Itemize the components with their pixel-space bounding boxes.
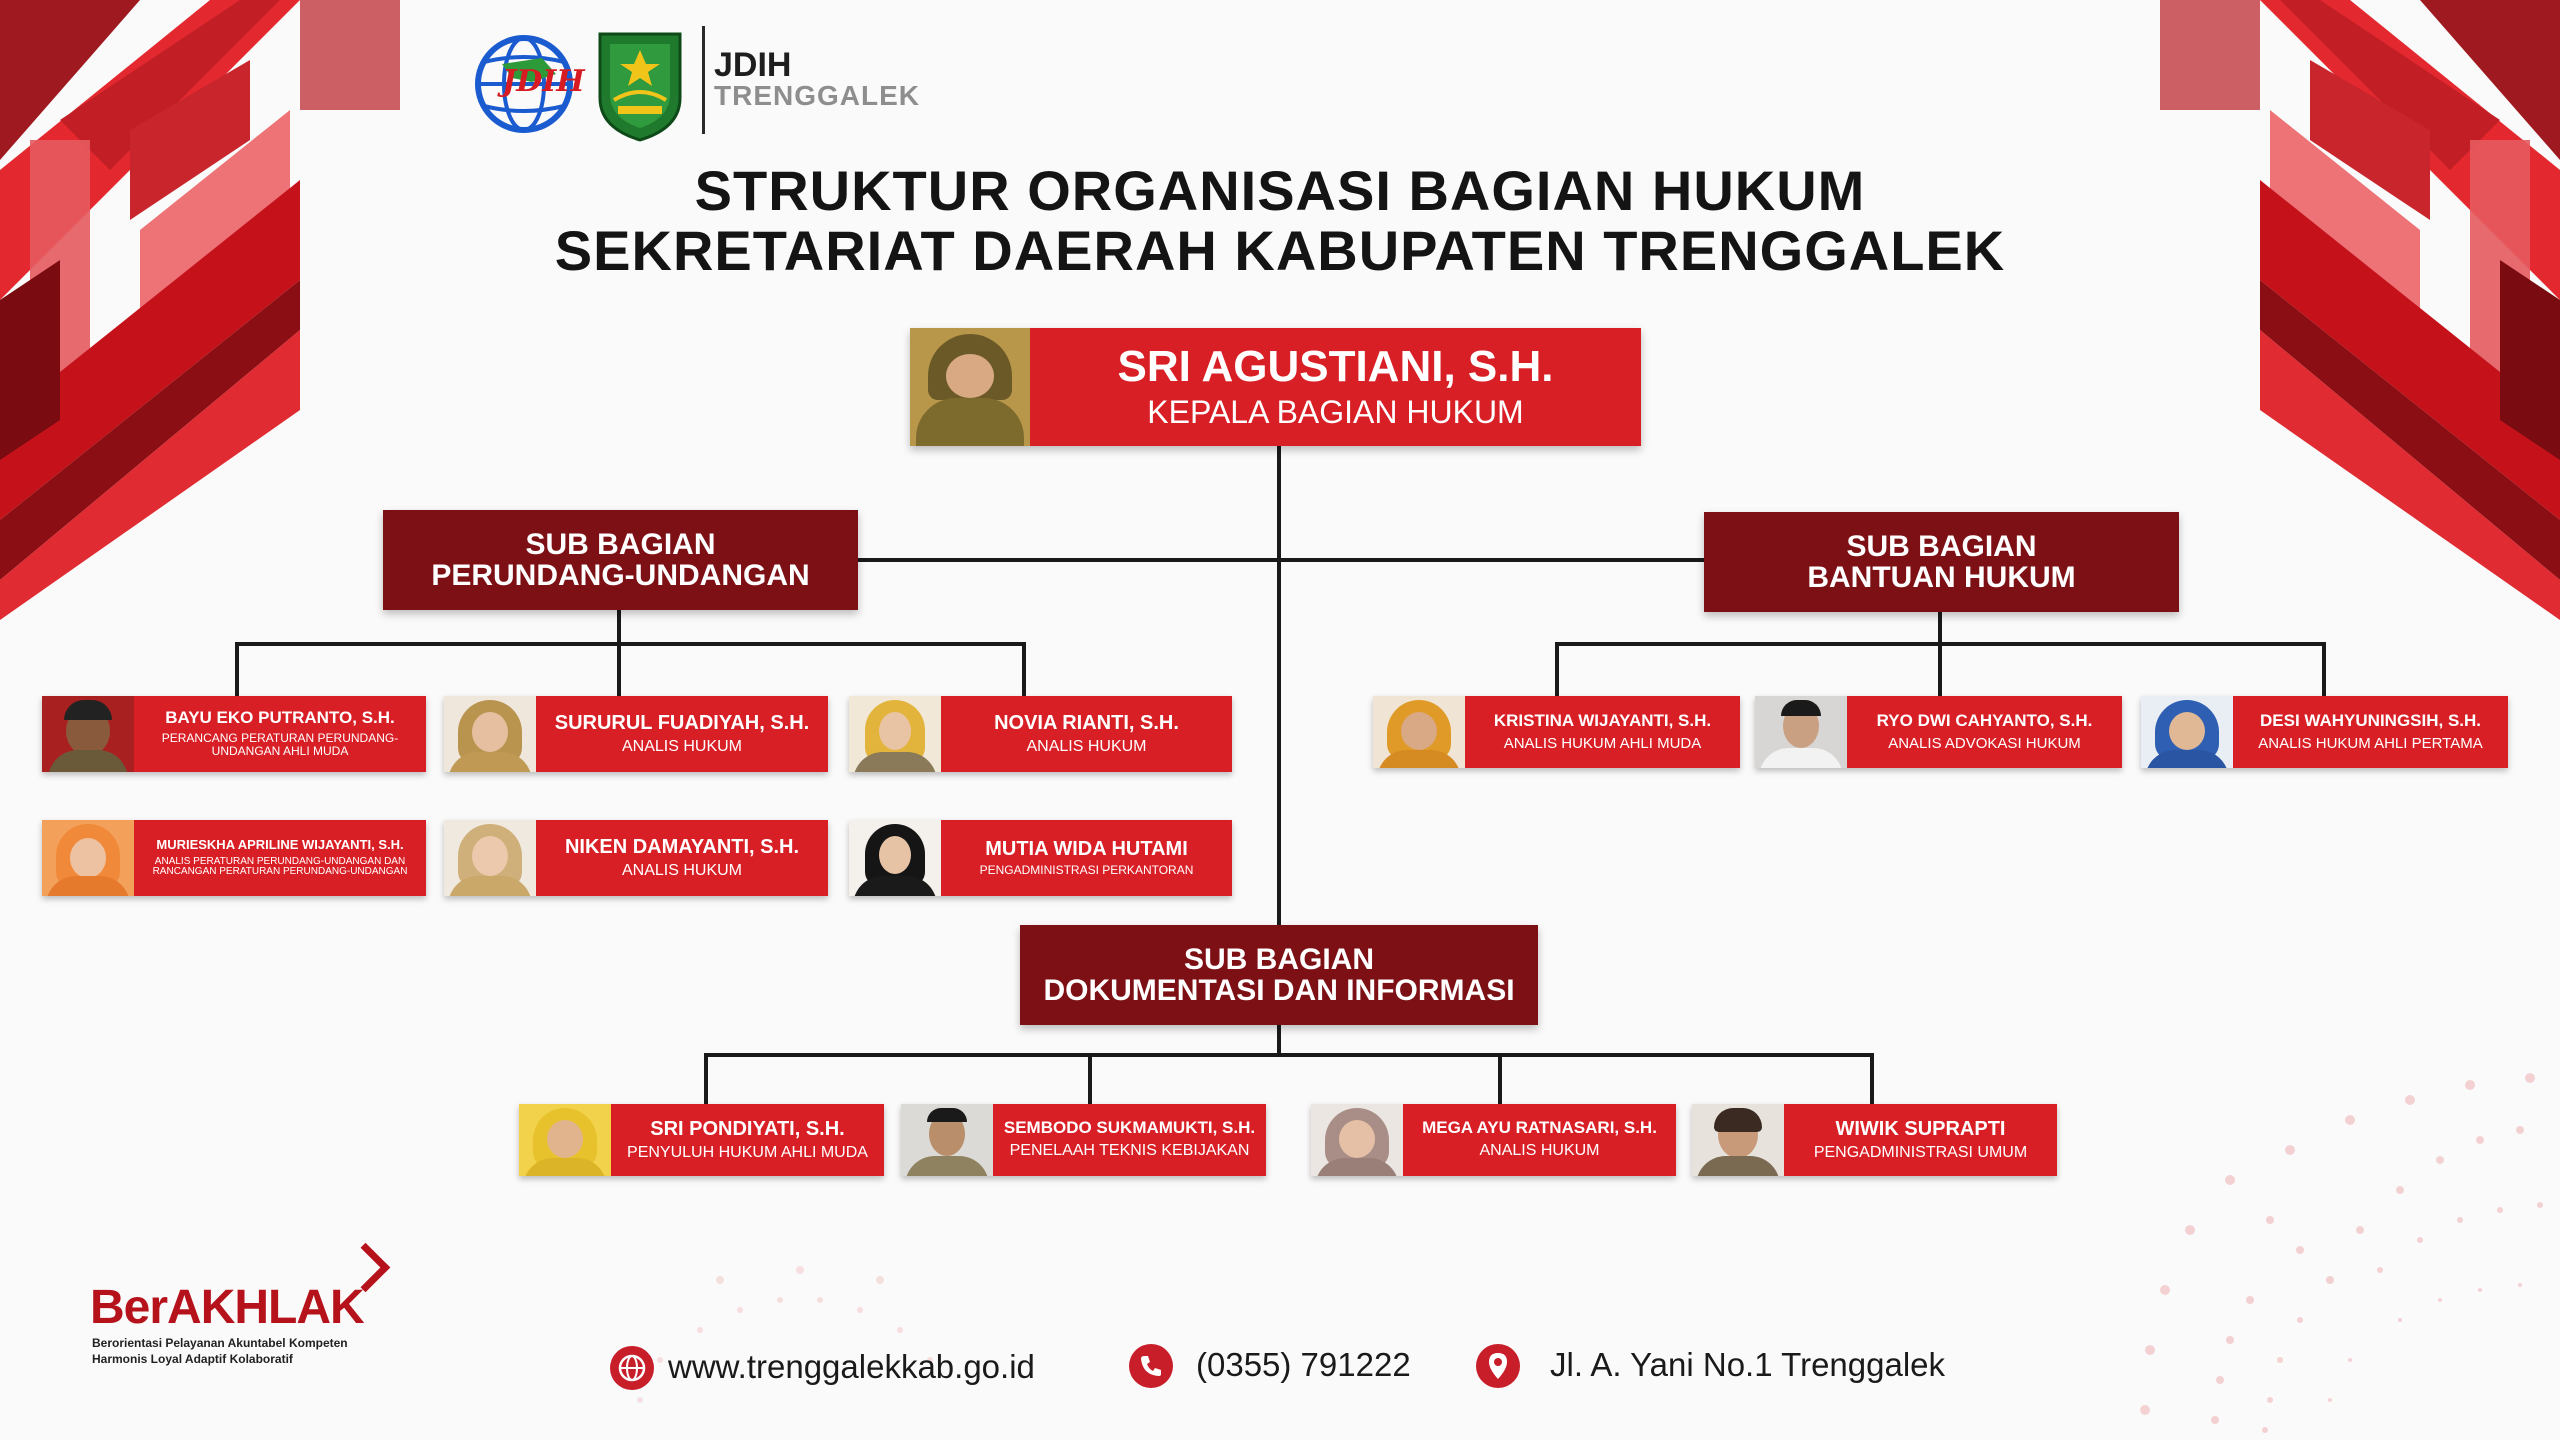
connector-dokumentasi-1 bbox=[704, 1053, 708, 1105]
globe-icon bbox=[610, 1346, 654, 1390]
page-title-line2: SEKRETARIAT DAERAH KABUPATEN TRENGGALEK bbox=[554, 219, 2006, 282]
staff-card bbox=[42, 820, 426, 896]
connector-perundang-down bbox=[617, 610, 621, 644]
staff-card bbox=[1311, 1104, 1676, 1176]
staff-name: SURURUL FUADIYAH, S.H. bbox=[554, 711, 810, 734]
berakhlak-wordmark: BerAKHLAK bbox=[90, 1281, 364, 1334]
staff-job: ANALIS HUKUM AHLI PERTAMA bbox=[2258, 734, 2483, 752]
jdihn-logo bbox=[472, 34, 585, 134]
connector-perundang-horizontal bbox=[235, 642, 1026, 646]
connector-dokumentasi-4 bbox=[1870, 1053, 1874, 1105]
staff-card bbox=[1373, 696, 1740, 768]
sub-bantuan-line2: BANTUAN HUKUM bbox=[1807, 561, 2076, 594]
connector-dokumentasi-horizontal bbox=[704, 1053, 1874, 1057]
head-name: SRI AGUSTIANI, S.H. bbox=[1117, 342, 1554, 392]
staff-job: PERANCANG PERATURAN PERUNDANG-UNDANGAN AHLI MUDA bbox=[161, 730, 399, 759]
staff-photo bbox=[849, 820, 941, 896]
connector-dokumentasi-2 bbox=[1088, 1053, 1092, 1105]
connector-main-horizontal bbox=[857, 558, 1705, 562]
staff-job: ANALIS HUKUM AHLI MUDA bbox=[1503, 734, 1702, 752]
connector-perundang-left bbox=[235, 642, 239, 698]
staff-card bbox=[1692, 1104, 2057, 1176]
phone-number: (0355) 791222 bbox=[1196, 1346, 1411, 1383]
head-photo bbox=[910, 328, 1030, 446]
staff-card bbox=[1755, 696, 2122, 768]
connector-bantuan-mid bbox=[1938, 642, 1942, 696]
staff-photo bbox=[1373, 696, 1465, 768]
staff-job: PENYULUH HUKUM AHLI MUDA bbox=[627, 1143, 868, 1161]
connector-perundang-right bbox=[1022, 642, 1026, 698]
staff-name: NOVIA RIANTI, S.H. bbox=[994, 711, 1179, 734]
staff-card bbox=[444, 820, 828, 896]
staff-photo bbox=[519, 1104, 611, 1176]
staff-job: PENGADMINISTRASI PERKANTORAN bbox=[979, 863, 1194, 878]
staff-job: ANALIS HUKUM bbox=[1026, 737, 1147, 755]
staff-name: MUTIA WIDA HUTAMI bbox=[985, 838, 1188, 861]
staff-job: ANALIS ADVOKASI HUKUM bbox=[1888, 734, 2081, 752]
staff-name: SEMBODO SUKMAMUKTI, S.H. bbox=[1003, 1118, 1256, 1138]
jdihn-logo-text: JDIH bbox=[502, 64, 585, 99]
staff-card bbox=[849, 696, 1232, 772]
staff-job: ANALIS HUKUM bbox=[1479, 1142, 1600, 1160]
connector-dokumentasi-down bbox=[1277, 1025, 1281, 1055]
staff-name: BAYU EKO PUTRANTO, S.H. bbox=[165, 707, 395, 727]
connector-dokumentasi-3 bbox=[1498, 1053, 1502, 1105]
staff-photo bbox=[42, 696, 134, 772]
jdih-brand-top: JDIH bbox=[714, 46, 792, 84]
location-pin-icon bbox=[1476, 1344, 1520, 1388]
sub-perundang-box bbox=[383, 510, 858, 610]
jdih-brand-bottom: TRENGGALEK bbox=[714, 80, 920, 111]
staff-photo bbox=[1755, 696, 1847, 768]
staff-name: MEGA AYU RATNASARI, S.H. bbox=[1422, 1118, 1657, 1138]
staff-job: ANALIS HUKUM bbox=[621, 737, 743, 755]
staff-photo bbox=[1311, 1104, 1403, 1176]
connector-perundang-mid bbox=[617, 642, 621, 698]
staff-name: DESI WAHYUNINGSIH, S.H. bbox=[2259, 711, 2482, 731]
sub-perundang-line1: SUB BAGIAN bbox=[525, 527, 716, 561]
staff-card bbox=[2141, 696, 2508, 768]
staff-photo bbox=[444, 820, 536, 896]
page-title-line1: STRUKTUR ORGANISASI BAGIAN HUKUM bbox=[694, 159, 1866, 222]
staff-name: WIWIK SUPRAPTI bbox=[1835, 1117, 2006, 1140]
address: Jl. A. Yani No.1 Trenggalek bbox=[1550, 1346, 1946, 1383]
staff-name: MURIESKHA APRILINE WIJAYANTI, S.H. bbox=[156, 837, 404, 853]
connector-main-vertical bbox=[1277, 445, 1281, 927]
staff-name: NIKEN DAMAYANTI, S.H. bbox=[564, 835, 800, 858]
staff-job: PENGADMINISTRASI UMUM bbox=[1813, 1143, 2028, 1161]
staff-name: SRI PONDIYATI, S.H. bbox=[650, 1117, 845, 1140]
website-link[interactable]: www.trenggalekkab.go.id bbox=[668, 1348, 1035, 1385]
head-job: KEPALA BAGIAN HUKUM bbox=[1147, 393, 1524, 430]
staff-card bbox=[519, 1104, 884, 1176]
connector-bantuan-right bbox=[2322, 642, 2326, 696]
staff-name: RYO DWI CAHYANTO, S.H. bbox=[1876, 711, 2093, 731]
connector-bantuan-down bbox=[1938, 612, 1942, 644]
staff-name: KRISTINA WIJAYANTI, S.H. bbox=[1493, 711, 1712, 731]
connector-bantuan-left bbox=[1555, 642, 1559, 696]
staff-card bbox=[444, 696, 828, 772]
staff-job: ANALIS HUKUM bbox=[621, 861, 743, 879]
staff-photo bbox=[444, 696, 536, 772]
sub-dokumentasi-line1: SUB BAGIAN bbox=[1183, 942, 1374, 976]
berakhlak-tagline2: Harmonis Loyal Adaptif Kolaboratif bbox=[92, 1352, 293, 1366]
head-card bbox=[910, 328, 1641, 446]
staff-photo bbox=[42, 820, 134, 896]
staff-photo bbox=[849, 696, 941, 772]
staff-card bbox=[42, 696, 426, 772]
logo-divider bbox=[702, 26, 705, 134]
sub-perundang-line2: PERUNDANG-UNDANGAN bbox=[431, 559, 810, 592]
staff-card bbox=[901, 1104, 1266, 1176]
sub-dokumentasi-line2: DOKUMENTASI DAN INFORMASI bbox=[1043, 974, 1515, 1007]
berakhlak-logo bbox=[90, 1250, 410, 1370]
staff-photo bbox=[2141, 696, 2233, 768]
staff-card bbox=[849, 820, 1232, 896]
staff-job: PENELAAH TEKNIS KEBIJAKAN bbox=[1009, 1142, 1250, 1160]
sub-bantuan-box bbox=[1704, 512, 2179, 612]
staff-photo bbox=[1692, 1104, 1784, 1176]
sub-dokumentasi-box bbox=[1020, 925, 1538, 1025]
phone-icon bbox=[1129, 1344, 1173, 1388]
staff-job: ANALIS PERATURAN PERUNDANG-UNDANGAN DAN RANCANGAN PERATURAN PERUNDANG-UNDANGAN bbox=[152, 855, 408, 878]
trenggalek-crest-logo bbox=[596, 28, 684, 144]
berakhlak-tagline1: Berorientasi Pelayanan Akuntabel Kompeten bbox=[92, 1336, 348, 1350]
sub-bantuan-line1: SUB BAGIAN bbox=[1846, 529, 2037, 563]
staff-photo bbox=[901, 1104, 993, 1176]
